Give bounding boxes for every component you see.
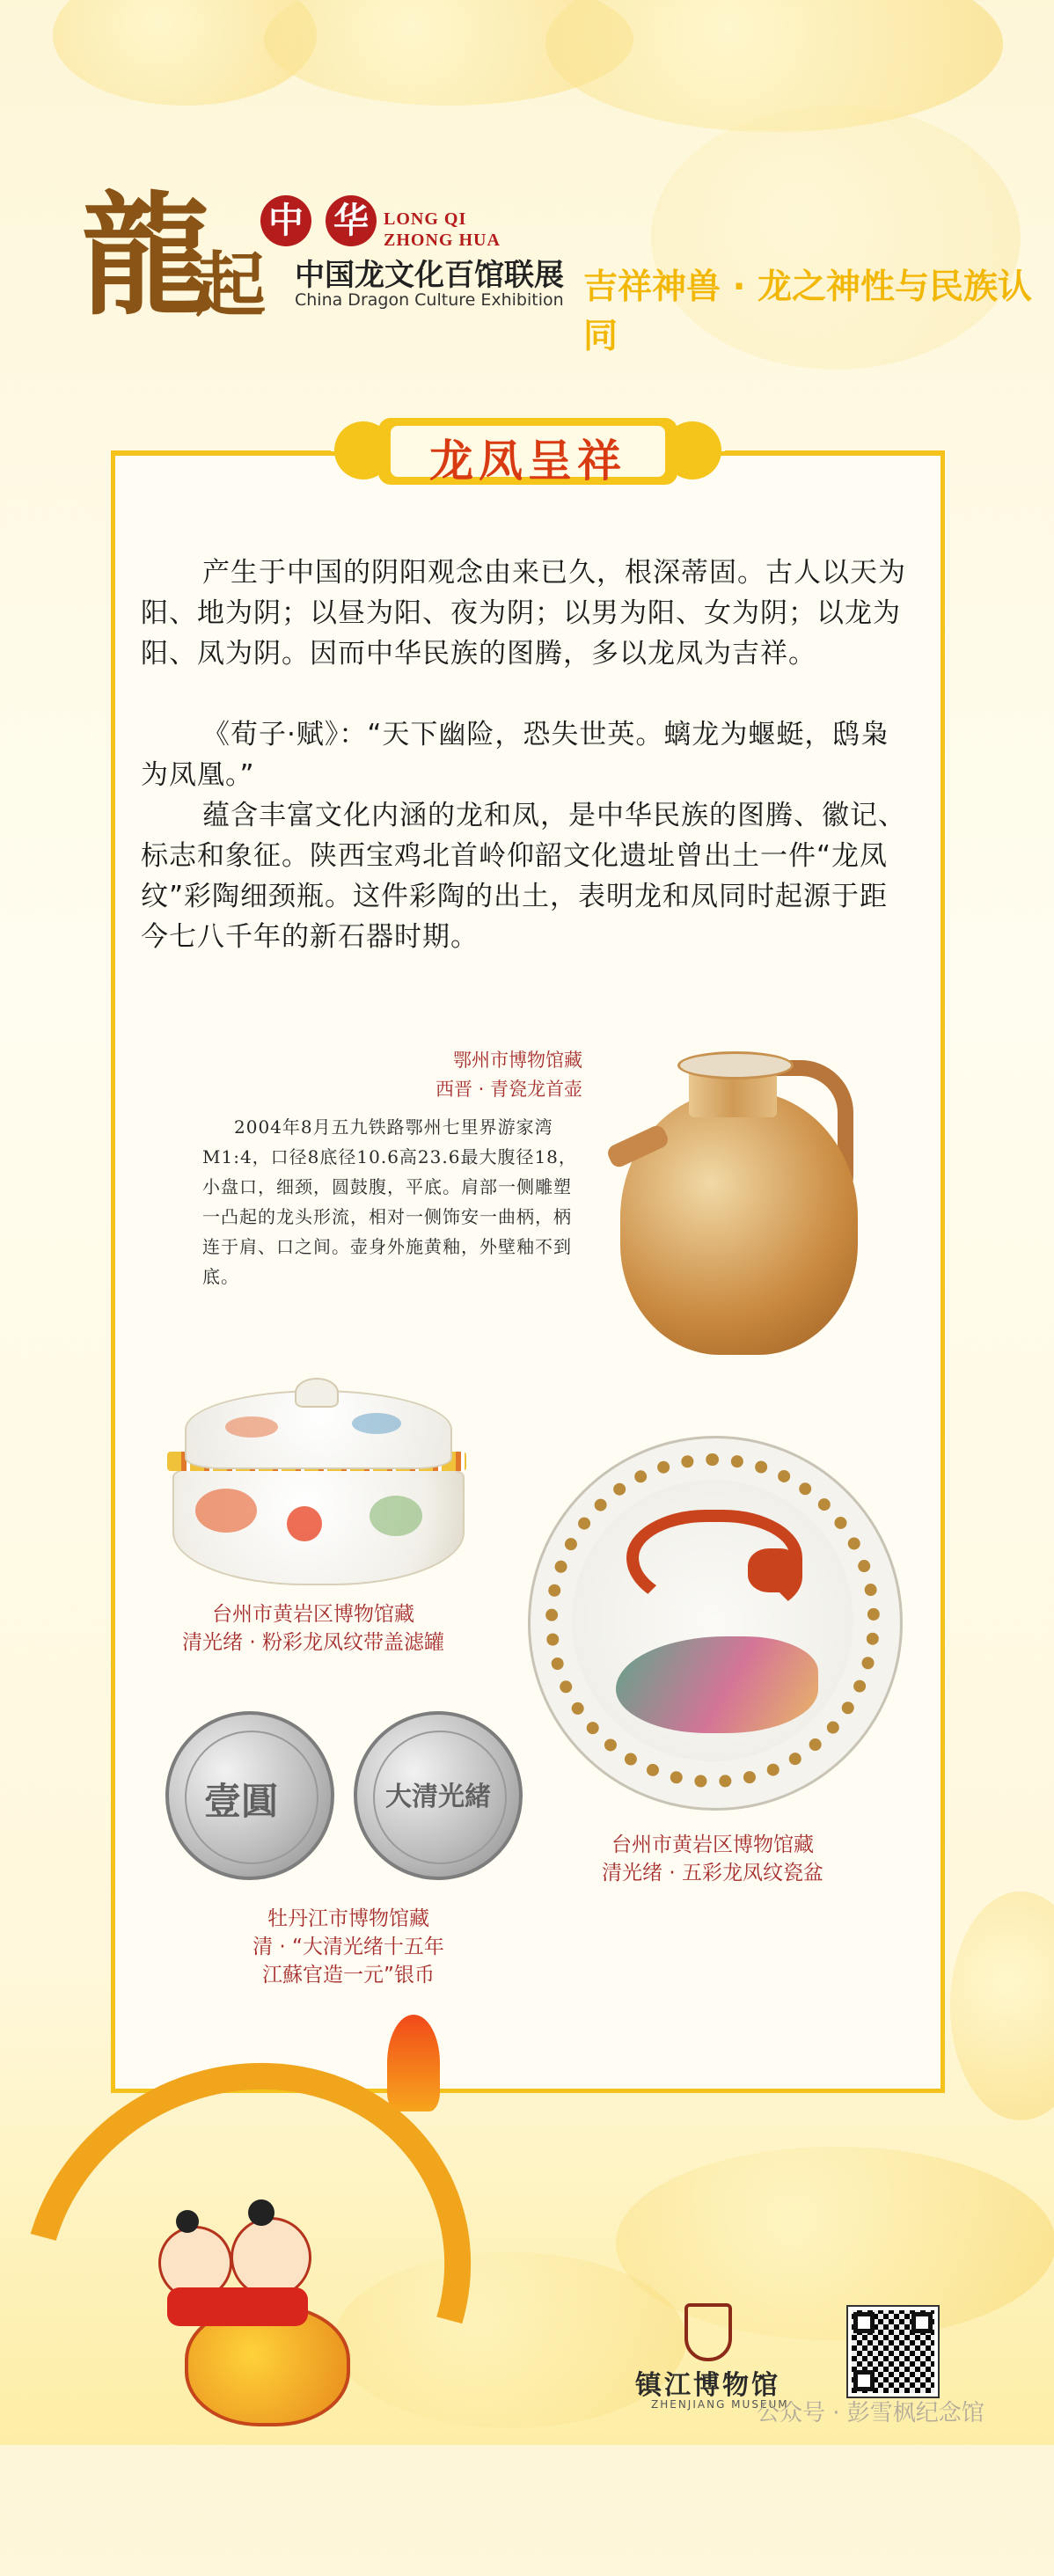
lid-motif [225,1416,278,1438]
jar-flower-motif [370,1496,422,1536]
lid-motif [352,1413,401,1434]
ewer-mouth [677,1051,794,1079]
museum-name-cn: 镇江博物馆 [635,2370,780,2401]
badge-zhong: 中 [260,195,311,246]
logo-latin-2: ZHONG HUA [384,231,501,250]
coin-name-caption-2: 江蘇官造一元”银币 [262,1964,435,1987]
dragon-flame [387,2015,440,2111]
jar-museum-caption: 台州市黄岩区博物馆藏 [212,1603,414,1626]
basin-dragon-head [748,1548,801,1592]
exhibition-title-cn: 中国龙文化百馆联展 [295,258,564,293]
section-title: 龙凤呈祥 [429,435,626,487]
paragraph-3: 蕴含丰富文化内涵的龙和凤，是中华民族的图腾、徽记、标志和象征。陕西宝鸡北首岭仰韶文化遗址曾出土一件“龙凤纹”彩陶细颈瓶。这件彩陶的出土，表明龙和凤同时起源于距今七八千年的新石器时期。 [141,800,906,953]
child-hair-bun [248,2199,274,2226]
coin-back [354,1711,523,1880]
child-hair-bun [176,2210,199,2233]
theme-title: 吉祥神兽 · 龙之神性与民族认同 [583,267,1032,356]
child-clothes [167,2287,308,2326]
basin-name-caption: 清光绪 · 五彩龙凤纹瓷盆 [602,1862,823,1884]
jar-knob [295,1378,339,1408]
logo-char-long: 龍 [81,179,214,333]
logo-char-qi: 起 [195,244,266,326]
cloud-decoration [950,1892,1054,2120]
jar-phoenix-motif [287,1506,322,1541]
coin-front [165,1711,334,1880]
jar-dragon-motif [195,1489,257,1533]
ewer-name-caption: 西晋 · 青瓷龙首壶 [435,1079,582,1100]
exhibition-title-en: China Dragon Culture Exhibition [295,290,564,310]
dragon-calligraphy-logo [81,150,283,343]
child-figure [231,2217,311,2298]
qr-corner [853,2370,875,2391]
cloud-decoration [616,2147,1054,2340]
museum-logo-icon [684,2303,732,2361]
qr-corner [911,2312,933,2333]
title-line-left [111,450,331,455]
ewer-museum-caption: 鄂州市博物馆藏 [453,1050,582,1071]
paragraph-2: 《荀子·赋》：“天下幽险，恐失世英。螭龙为蝘蜓，鸱枭为凤凰。” [141,719,889,791]
title-line-right [725,450,945,455]
museum-name-en: ZHENJIANG MUSEUM [651,2398,789,2411]
basin-museum-caption: 台州市黄岩区博物馆藏 [611,1833,814,1856]
coin-back-chars: 大清光緒 [385,1782,491,1812]
logo-latin-1: LONG QI [384,209,467,229]
qr-code[interactable] [848,2307,938,2397]
badge-hua: 华 [326,195,377,246]
coin-front-char: 壹圓 [204,1780,279,1823]
ewer-description: 2004年8月五九铁路鄂州七里界游家湾M1:4，口径8底径10.6高23.6最大腹径18，小盘口，细颈，圆鼓腹，平底。肩部一侧雕塑一凸起的龙头形流，相对一侧饰安一曲柄，柄连于肩、口之间。壶身外施黄釉，外壁釉不到底。 [202,1116,577,1287]
paragraph-1: 产生于中国的阴阳观念由来已久，根深蒂固。古人以天为阳、地为阴；以昼为阳、夜为阴；以男为阳、女为阴；以龙为阳、凤为阴。因而中华民族的图腾，多以龙凤为吉祥。 [141,557,906,670]
jar-name-caption: 清光绪 · 粉彩龙凤纹带盖滤罐 [182,1631,444,1654]
watermark-text: 公众号 · 彭雪枫纪念馆 [757,2400,984,2426]
coin-name-caption-1: 清 · “大清光绪十五年 [253,1936,444,1958]
qr-corner [853,2312,875,2333]
coin-museum-caption: 牡丹江市博物馆藏 [267,1907,429,1930]
